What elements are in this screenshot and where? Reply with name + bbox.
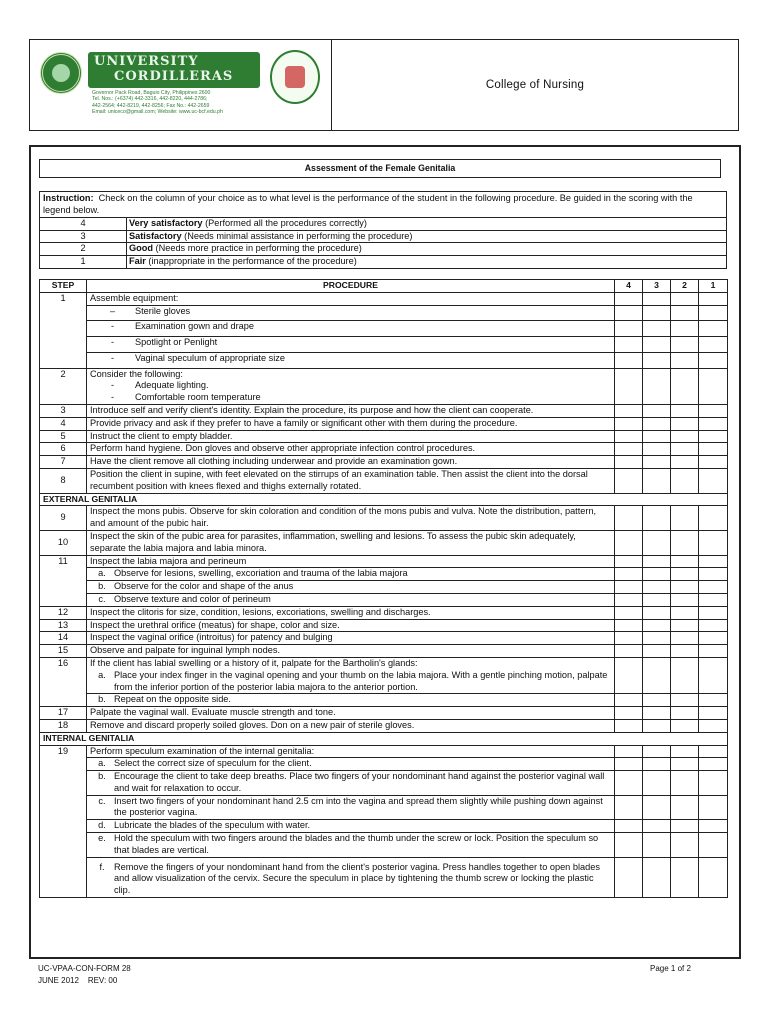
score-cell[interactable] <box>671 320 699 336</box>
score-cell[interactable] <box>699 820 728 833</box>
table-row: – Sterile gloves <box>40 305 728 320</box>
form-revision: JUNE 2012 REV: 00 <box>38 976 118 985</box>
score-cell[interactable] <box>671 857 699 897</box>
score-cell[interactable] <box>671 555 699 568</box>
score-cell[interactable] <box>671 430 699 443</box>
score-cell[interactable] <box>615 694 643 707</box>
instruction-text: Instruction: Check on the column of your choice as to what level is the performance of the student in the following procedure. Be guided in the scoring with the legend below. <box>40 192 726 218</box>
legend-row: 1 Fair (inappropriate in the performance of the procedure) <box>40 256 726 269</box>
score-cell[interactable] <box>671 758 699 771</box>
table-row: c. Observe texture and color of perineum <box>40 593 728 606</box>
score-cell[interactable] <box>615 443 643 456</box>
score-cell[interactable] <box>699 443 728 456</box>
score-cell[interactable] <box>615 593 643 606</box>
score-cell[interactable] <box>643 555 671 568</box>
score-cell[interactable] <box>699 468 728 493</box>
table-row: - Spotlight or Penlight <box>40 336 728 352</box>
score-cell[interactable] <box>671 506 699 531</box>
score-cell[interactable] <box>643 568 671 581</box>
score-cell[interactable] <box>671 530 699 555</box>
score-cell[interactable] <box>615 833 643 858</box>
score-cell[interactable] <box>699 430 728 443</box>
score-cell[interactable] <box>615 771 643 796</box>
score-cell[interactable] <box>699 555 728 568</box>
score-cell[interactable] <box>643 707 671 720</box>
score-cell[interactable] <box>699 833 728 858</box>
table-row: - Vaginal speculum of appropriate size <box>40 352 728 368</box>
score-cell[interactable] <box>699 632 728 645</box>
table-row: 10 Inspect the skin of the pubic area for parasites, inflammation, swelling and lesions. To assess the pubic skin adequately, separate the labia majora and labia minora. <box>40 530 728 555</box>
score-cell[interactable] <box>699 645 728 658</box>
score-cell[interactable] <box>671 456 699 469</box>
score-cell[interactable] <box>615 506 643 531</box>
table-row: 9 Inspect the mons pubis. Observe for skin coloration and condition of the mons pubis and vulva. Note the distribution, pattern, and amount of the pubic hair. <box>40 506 728 531</box>
score-cell[interactable] <box>615 719 643 732</box>
score-cell[interactable] <box>671 404 699 417</box>
score-cell[interactable] <box>643 456 671 469</box>
score-cell[interactable] <box>699 292 728 305</box>
score-cell[interactable] <box>643 530 671 555</box>
score-cell[interactable] <box>615 320 643 336</box>
score-cell[interactable] <box>615 606 643 619</box>
score-cell[interactable] <box>643 857 671 897</box>
score-cell[interactable] <box>699 619 728 632</box>
table-row: 12 Inspect the clitoris for size, condition, lesions, excoriations, swelling and discharges. <box>40 606 728 619</box>
score-cell[interactable] <box>671 833 699 858</box>
score-cell[interactable] <box>643 833 671 858</box>
score-cell[interactable] <box>615 857 643 897</box>
score-cell[interactable] <box>615 430 643 443</box>
score-cell[interactable] <box>671 568 699 581</box>
table-row: a. Select the correct size of speculum for the client. <box>40 758 728 771</box>
college-seal-icon <box>270 50 320 104</box>
score-cell[interactable] <box>671 417 699 430</box>
score-cell[interactable] <box>671 305 699 320</box>
score-cell[interactable] <box>615 404 643 417</box>
score-cell[interactable] <box>699 368 728 404</box>
score-cell[interactable] <box>643 404 671 417</box>
score-cell[interactable] <box>643 368 671 404</box>
table-row: d. Lubricate the blades of the speculum with water. <box>40 820 728 833</box>
score-cell[interactable] <box>699 530 728 555</box>
score-cell[interactable] <box>615 707 643 720</box>
table-row: - Examination gown and drape <box>40 320 728 336</box>
score-cell[interactable] <box>643 645 671 658</box>
table-row: a. Observe for lesions, swelling, excoriation and trauma of the labia majora <box>40 568 728 581</box>
college-name: College of Nursing <box>485 79 585 91</box>
assessment-form <box>29 145 741 959</box>
score-cell[interactable] <box>671 707 699 720</box>
score-cell[interactable] <box>615 530 643 555</box>
score-cell[interactable] <box>643 632 671 645</box>
page-number: Page 1 of 2 <box>650 964 691 973</box>
score-cell[interactable] <box>615 417 643 430</box>
score-cell[interactable] <box>671 619 699 632</box>
table-row: 16 If the client has labial swelling or a history of it, palpate for the Bartholin's glands: a. Place your index finger in the vaginal opening and your thumb on the labia majora. With a gentle pinching motion, palpate from the inferior portion of the posterior labia majora to the anterior portion. <box>40 657 728 693</box>
score-cell[interactable] <box>643 292 671 305</box>
score-cell[interactable] <box>699 593 728 606</box>
score-cell[interactable] <box>615 468 643 493</box>
section-row-external: EXTERNAL GENITALIA <box>40 493 728 506</box>
score-cell[interactable] <box>615 758 643 771</box>
col-score-2: 2 <box>671 280 699 293</box>
table-row: 6 Perform hand hygiene. Don gloves and observe other appropriate infection control procedures. <box>40 443 728 456</box>
score-cell[interactable] <box>699 336 728 352</box>
col-score-1: 1 <box>699 280 728 293</box>
table-row: 14 Inspect the vaginal orifice (introitus) for patency and bulging <box>40 632 728 645</box>
form-code: UC-VPAA-CON-FORM 28 <box>38 964 131 973</box>
score-cell[interactable] <box>615 305 643 320</box>
score-cell[interactable] <box>615 657 643 693</box>
score-cell[interactable] <box>671 352 699 368</box>
col-score-3: 3 <box>643 280 671 293</box>
table-row: b. Observe for the color and shape of the anus <box>40 581 728 594</box>
score-cell[interactable] <box>699 352 728 368</box>
score-cell[interactable] <box>699 707 728 720</box>
score-cell[interactable] <box>615 619 643 632</box>
score-cell[interactable] <box>643 820 671 833</box>
table-row: 19 Perform speculum examination of the internal genitalia: <box>40 745 728 758</box>
col-score-4: 4 <box>615 280 643 293</box>
legend-row: 3 Satisfactory (Needs minimal assistance in performing the procedure) <box>40 231 726 244</box>
score-cell[interactable] <box>615 368 643 404</box>
table-row: 11 Inspect the labia majora and perineum <box>40 555 728 568</box>
table-row: c. Insert two fingers of your nondominant hand 2.5 cm into the vagina and spread them slightly while pushing down against the posterior vagina. <box>40 795 728 820</box>
legend-row: 4 Very satisfactory (Performed all the procedures correctly) <box>40 218 726 231</box>
table-row: 4 Provide privacy and ask if they prefer to have a family or significant other with them during the procedure. <box>40 417 728 430</box>
score-cell[interactable] <box>615 581 643 594</box>
score-cell[interactable] <box>671 820 699 833</box>
col-step: STEP <box>40 280 87 293</box>
instruction-box <box>39 191 727 269</box>
table-row: e. Hold the speculum with two fingers around the blades and the thumb under the screw or lock. Position the speculum so that blades are vertical. <box>40 833 728 858</box>
table-row: 15 Observe and palpate for inguinal lymph nodes. <box>40 645 728 658</box>
score-cell[interactable] <box>615 555 643 568</box>
score-cell[interactable] <box>615 632 643 645</box>
score-cell[interactable] <box>699 305 728 320</box>
col-procedure: PROCEDURE <box>87 280 615 293</box>
score-cell[interactable] <box>643 606 671 619</box>
score-cell[interactable] <box>671 657 699 693</box>
score-cell[interactable] <box>615 456 643 469</box>
score-cell[interactable] <box>671 745 699 758</box>
score-cell[interactable] <box>615 795 643 820</box>
score-cell[interactable] <box>643 468 671 493</box>
score-cell[interactable] <box>671 645 699 658</box>
university-logo-block <box>30 40 332 130</box>
table-row: f. Remove the fingers of your nondominant hand from the client's posterior vagina. Press handles together to open blades and allow visualization of the cervix. Secure the speculum in place by tightening the thumb screw or locking the plastic clip. <box>40 857 728 897</box>
score-cell[interactable] <box>643 593 671 606</box>
score-cell[interactable] <box>643 619 671 632</box>
letterhead <box>29 39 739 131</box>
score-cell[interactable] <box>671 292 699 305</box>
score-cell[interactable] <box>699 857 728 897</box>
score-cell[interactable] <box>643 352 671 368</box>
score-cell[interactable] <box>699 417 728 430</box>
score-cell[interactable] <box>671 468 699 493</box>
table-row: 8 Position the client in supine, with feet elevated on the stirrups of an examination table. Then assist the client into the dorsal recumbent position with knees flexed and thighs externally rotated. <box>40 468 728 493</box>
score-cell[interactable] <box>615 336 643 352</box>
score-cell[interactable] <box>699 694 728 707</box>
score-cell[interactable] <box>643 657 671 693</box>
table-row: 13 Inspect the urethral orifice (meatus) for shape, color and size. <box>40 619 728 632</box>
score-cell[interactable] <box>643 745 671 758</box>
table-row: 18 Remove and discard properly soiled gloves. Don on a new pair of sterile gloves. <box>40 719 728 732</box>
score-cell[interactable] <box>671 581 699 594</box>
score-cell[interactable] <box>671 632 699 645</box>
score-cell[interactable] <box>643 336 671 352</box>
university-wordmark: UNIVERSITY CORDILLERAS <box>88 52 260 88</box>
table-row: 5 Instruct the client to empty bladder. <box>40 430 728 443</box>
form-title: Assessment of the Female Genitalia <box>39 159 721 178</box>
score-cell[interactable] <box>671 593 699 606</box>
score-cell[interactable] <box>699 404 728 417</box>
score-cell[interactable] <box>615 820 643 833</box>
score-cell[interactable] <box>699 758 728 771</box>
section-row-internal: INTERNAL GENITALIA <box>40 732 728 745</box>
score-cell[interactable] <box>615 352 643 368</box>
score-cell[interactable] <box>699 657 728 693</box>
score-cell[interactable] <box>615 292 643 305</box>
score-cell[interactable] <box>643 771 671 796</box>
score-cell[interactable] <box>643 506 671 531</box>
table-row: 2 Consider the following: - Adequate lighting. - Comfortable room temperature <box>40 368 728 404</box>
score-cell[interactable] <box>699 581 728 594</box>
table-row: 1 Assemble equipment: <box>40 292 728 305</box>
score-cell[interactable] <box>699 719 728 732</box>
table-row: 7 Have the client remove all clothing including underwear and provide an examination gown. <box>40 456 728 469</box>
score-cell[interactable] <box>615 745 643 758</box>
score-cell[interactable] <box>643 430 671 443</box>
table-row: b. Repeat on the opposite side. <box>40 694 728 707</box>
score-cell[interactable] <box>615 568 643 581</box>
score-cell[interactable] <box>671 694 699 707</box>
table-row: 3 Introduce self and verify client's identity. Explain the procedure, its purpose and how the client can cooperate. <box>40 404 728 417</box>
score-cell[interactable] <box>699 771 728 796</box>
university-seal-icon <box>40 52 82 94</box>
form-code-block <box>38 963 131 987</box>
score-cell[interactable] <box>643 443 671 456</box>
score-cell[interactable] <box>671 795 699 820</box>
score-cell[interactable] <box>643 719 671 732</box>
score-cell[interactable] <box>699 606 728 619</box>
score-cell[interactable] <box>615 645 643 658</box>
score-cell[interactable] <box>699 795 728 820</box>
score-cell[interactable] <box>643 581 671 594</box>
score-cell[interactable] <box>699 745 728 758</box>
score-cell[interactable] <box>671 336 699 352</box>
score-cell[interactable] <box>671 443 699 456</box>
score-cell[interactable] <box>643 320 671 336</box>
score-cell[interactable] <box>671 606 699 619</box>
score-cell[interactable] <box>699 506 728 531</box>
score-cell[interactable] <box>643 795 671 820</box>
score-cell[interactable] <box>671 719 699 732</box>
legend-row: 2 Good (Needs more practice in performing the procedure) <box>40 243 726 256</box>
score-cell[interactable] <box>643 758 671 771</box>
score-cell[interactable] <box>699 568 728 581</box>
score-cell[interactable] <box>671 771 699 796</box>
score-cell[interactable] <box>671 368 699 404</box>
score-cell[interactable] <box>643 417 671 430</box>
score-cell[interactable] <box>699 456 728 469</box>
table-row: 17 Palpate the vaginal wall. Evaluate muscle strength and tone. <box>40 707 728 720</box>
university-address: Governor Pack Road, Baguio City, Philippines 2600 Tel. Nos.: (+6374) 442-3316, 442-8220, 444-2786; 442-2564; 442-8219, 442-8256; Fax No.: 442-2659 Email: uniceco@gmail.com; Website: www.uc-bcf.edu.ph <box>92 90 223 116</box>
score-cell[interactable] <box>699 320 728 336</box>
table-row: b. Encourage the client to take deep breaths. Place two fingers of your nondominant hand against the posterior vaginal wall and wait for relaxation to occur. <box>40 771 728 796</box>
procedure-table <box>39 279 728 898</box>
table-header-row <box>40 280 728 293</box>
score-cell[interactable] <box>643 694 671 707</box>
score-cell[interactable] <box>643 305 671 320</box>
